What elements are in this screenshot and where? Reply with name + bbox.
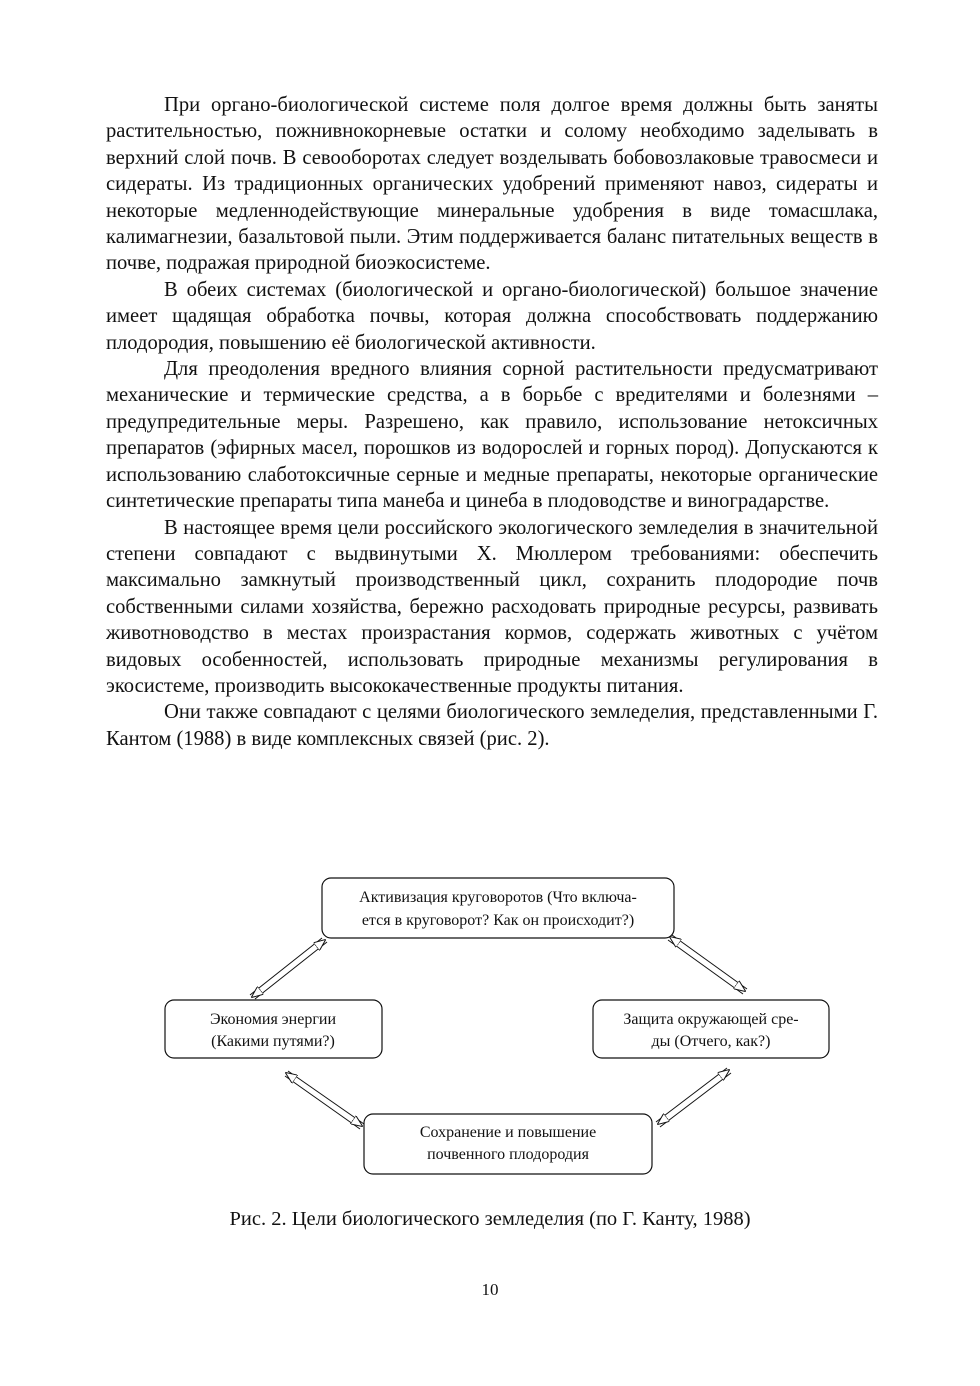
paragraph: При органо-биологической системе поля долгое время должны быть заняты растительностью, пожнивнокорневые остатки и солому необходимо заделывать в верхний слой почв. В севооборотах следует возделывать бобовозлаковые травосмеси и сидераты. Из традиционных органических удобрений применяют навоз, сидераты и некоторые медленнодействующие минеральные удобрения в виде томасшлака, калимагнезии, базальтовой пыли. Этим поддерживается баланс питательных веществ в почве, подражая природной биоэкосистеме. [106, 94, 878, 275]
right-box-line1: Защита окружающей сре- [623, 1011, 799, 1028]
arrow-bottom-left [285, 1071, 364, 1129]
top-box-line1: Активизация круговоротов (Что включа- [359, 889, 637, 906]
left-box-line2: (Какими путями?) [211, 1033, 335, 1050]
bottom-box [364, 1114, 652, 1174]
right-box [593, 1000, 829, 1058]
left-box-line1: Экономия энергии [209, 1011, 337, 1028]
bottom-box-line1: Сохранение и повышение [419, 1124, 597, 1141]
top-box-line2: ется в круговорот? Как он происходит?) [361, 912, 635, 929]
figure-caption: Рис. 2. Цели биологического земледелия (по Г. Канту, 1988) [229, 1208, 751, 1230]
bottom-box-line2: почвенного плодородия [427, 1146, 589, 1163]
arrow-top-right [668, 935, 747, 994]
arrow-top-left [250, 938, 327, 999]
paragraph: Они также совпадают с целями биологического земледелия, представленными Г. Кантом (1988) в виде комплексных связей (рис. 2). [106, 701, 878, 750]
right-box-line2: ды (Отчего, как?) [651, 1033, 771, 1050]
paragraph: Для преодоления вредного влияния сорной растительности предусматривают механические и термические средства, а в борьбе с вредителями и болезнями – предупредительные меры. Разрешено, как правило, использование нетоксичных препаратов (эфирных масел, порошков из водорослей и горных пород). Допускаются к использованию слаботоксичные серные и медные препараты, некоторые органические синтетические препараты типа манеба и цинеба в плодоводстве и виноградарстве. [106, 358, 878, 513]
paragraph: В настоящее время цели российского экологического земледелия в значительной степени совпадают с выдвинутыми Х. Мюллером требованиями: обеспечить максимально замкнутый производственный цикл, сохранить плодородие почв собственными силами хозяйства, бережно расходовать природные ресурсы, развивать животноводство в местах произрастания кормов, содержать животных с учётом видовых особенностей, использовать природные механизмы регулирования в экосистеме, производить высококачественные продукты питания. [106, 516, 878, 697]
arrow-bottom-right [656, 1068, 731, 1127]
page-number: 10 [481, 1280, 499, 1299]
left-box [165, 1000, 382, 1058]
paragraph: В обеих системах (биологической и органо-биологической) большое значение имеет щадящая обработка почвы, которая должна способствовать поддержанию плодородия, повышению её биологической активности. [106, 278, 878, 354]
top-box [322, 878, 674, 938]
